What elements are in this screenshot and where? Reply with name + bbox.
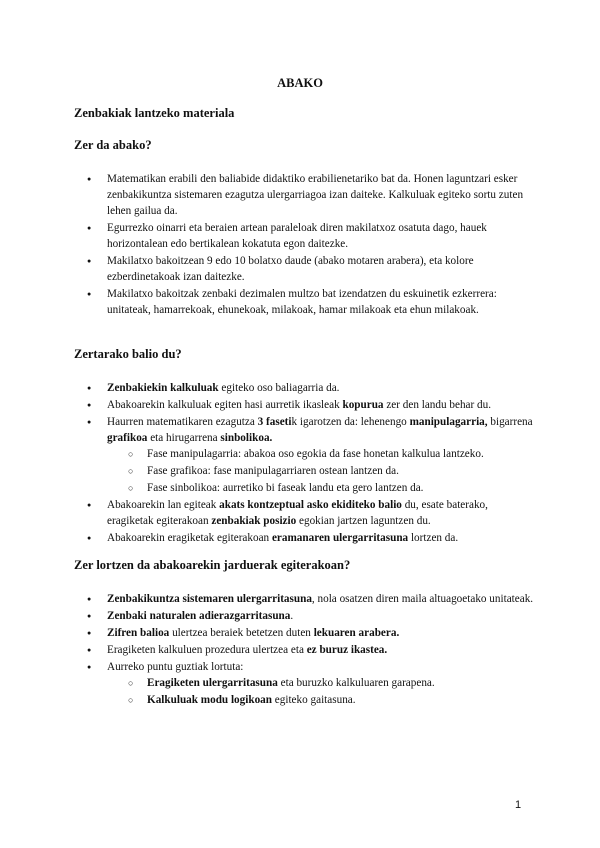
outcomes-list — [74, 591, 534, 709]
bold-text: kopurua — [342, 399, 384, 411]
list-item: ● Zenbakikuntza sistemaren ulergarritasuna, nola osatzen diren maila altuagoetako unitateak. — [74, 591, 534, 607]
section-heading-purpose: Zertarako balio du? — [74, 347, 182, 361]
list-item: ● Abakoarekin eragiketak egiterakoan eramanaren ulergarritasuna lortzen da. — [74, 530, 534, 546]
bold-text: Eragiketen ulergarritasuna — [147, 677, 278, 689]
bold-text: Zenbakikuntza sistemaren ulergarritasuna — [107, 593, 312, 605]
list-item: ● Abakoarekin lan egiteak akats kontzeptual asko ekiditeko balio du, esate baterako, eragiketak egiterakoan zenbakiak posizio egokian jartzen laguntzen du. — [74, 497, 534, 529]
sublist-item: ○ Eragiketen ulergarritasuna eta buruzko kalkuluaren garapena. — [107, 675, 534, 691]
purpose-list — [74, 380, 534, 547]
what-is-list — [74, 171, 534, 319]
list-item: ● Matematikan erabili den baliabide didaktiko erabilienetariko bat da. Honen laguntzari esker zenbakikuntza sistemaren ezagutza ulergarriagoa izan daiteke. Kalkuluak egiteko sortu zuten lehen gailua da. — [74, 171, 534, 219]
list-item: ● Zifren balioa ulertzea beraiek betetzen duten lekuaren arabera. — [74, 625, 534, 641]
page-number: 1 — [515, 799, 522, 811]
bold-text: eramanaren ulergarritasuna — [271, 532, 409, 544]
list-item: ● Egurrezko oinarri eta beraien artean paraleloak diren makilatxoz osatuta dago, hauek horizontalean edo bertikalean kokatuta egon daitezke. — [74, 220, 534, 252]
bold-text: Zifren balioa — [107, 627, 170, 639]
list-item: ● Haurren matematikaren ezagutza 3 fasetik igarotzen da: lehenengo manipulagarria, bigarrena grafikoa eta hirugarrena sinbolikoa. ○ Fase manipulagarria: abakoa oso egokia da fase honetan kalkulua lantzeko. ○ Fase grafikoa: fase manipulagarriaren ostean lantzen da. ○ Fase sinbolikoa: aurretiko bi faseak landu eta gero lantzen da. — [74, 414, 534, 496]
bold-text: grafikoa — [107, 432, 148, 444]
page-title: ABAKO — [277, 76, 323, 90]
bold-text: sinbolikoa. — [220, 432, 273, 444]
outcomes-sublist — [107, 675, 534, 708]
bold-text: Zenbakiekin kalkuluak — [107, 382, 219, 394]
list-item: ● Zenbaki naturalen adierazgarritasuna. — [74, 608, 534, 624]
bold-text: lekuaren arabera. — [313, 627, 400, 639]
bold-text: ez buruz ikastea. — [306, 644, 388, 656]
list-item: ● Zenbakiekin kalkuluak egiteko oso baliagarria da. — [74, 380, 534, 396]
bold-text: akats kontzeptual asko ekiditeko balio — [219, 499, 402, 511]
bold-text: Zenbaki naturalen adierazgarritasuna — [107, 610, 291, 622]
list-item: ● Makilatxo bakoitzean 9 edo 10 bolatxo daude (abako motaren arabera), eta kolore ezberdinetakoak izan daitezke. — [74, 253, 534, 285]
list-item: ● Makilatxo bakoitzak zenbaki dezimalen multzo bat izendatzen du eskuinetik ezkerrera: unitateak, hamarrekoak, ehunekoak, milakoak, hamar milakoak eta ehun milakoak. — [74, 286, 534, 318]
bold-text: Kalkuluak modu logikoan — [147, 694, 272, 706]
sublist-item: ○ Kalkuluak modu logikoan egiteko gaitasuna. — [107, 692, 534, 708]
section-heading-outcomes: Zer lortzen da abakoarekin jarduerak egiterakoan? — [74, 558, 351, 572]
list-item: ● Eragiketen kalkuluen prozedura ulertzea eta ez buruz ikastea. — [74, 642, 534, 658]
sublist-item: ○ Fase sinbolikoa: aurretiko bi faseak landu eta gero lantzen da. — [107, 480, 534, 496]
section-heading-what-is: Zer da abako? — [74, 138, 152, 152]
list-item: ● Abakoarekin kalkuluak egiten hasi aurretik ikasleak kopurua zer den landu behar du. — [74, 397, 534, 413]
bold-text: manipulagarria, — [409, 416, 488, 428]
phase-sublist — [107, 446, 534, 496]
document-subtitle: Zenbakiak lantzeko materiala — [74, 106, 235, 120]
sublist-item: ○ Fase grafikoa: fase manipulagarriaren ostean lantzen da. — [107, 463, 534, 479]
bold-text: 3 faseti — [257, 416, 292, 428]
sublist-item: ○ Fase manipulagarria: abakoa oso egokia da fase honetan kalkulua lantzeko. — [107, 446, 534, 462]
bold-text: zenbakiak posizio — [211, 515, 297, 527]
list-item: ● Aurreko puntu guztiak lortuta: ○ Eragiketen ulergarritasuna eta buruzko kalkuluaren garapena. ○ Kalkuluak modu logikoan egiteko gaitasuna. — [74, 659, 534, 708]
